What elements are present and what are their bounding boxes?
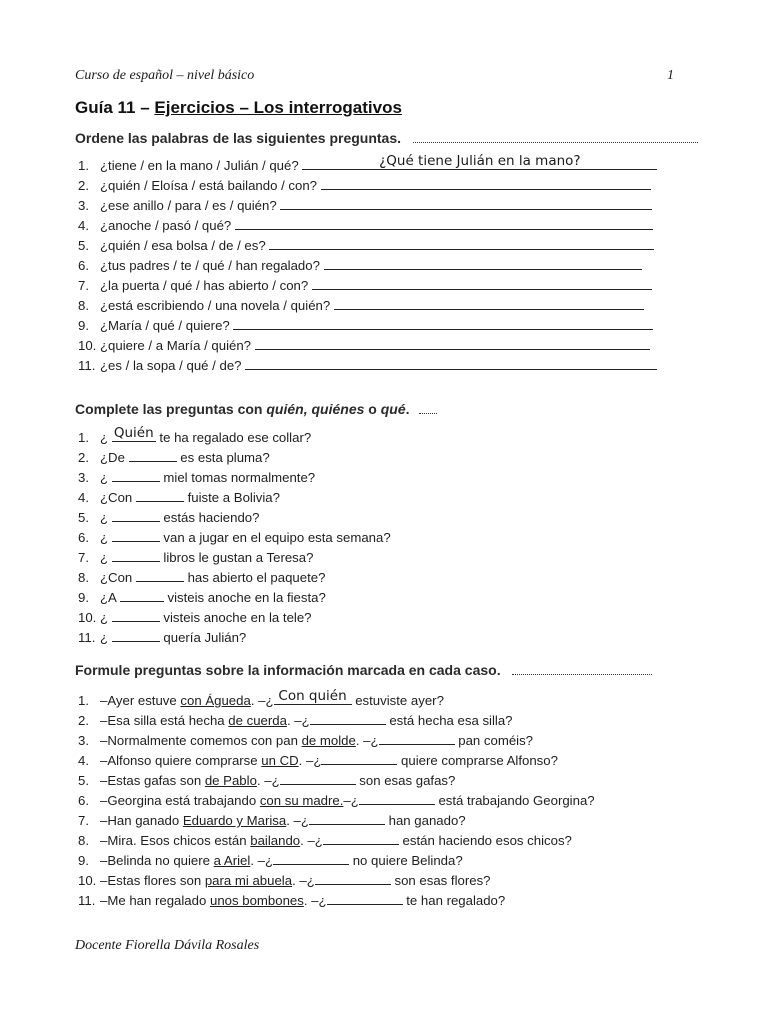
dotted-leader xyxy=(512,664,652,675)
item-mid: . –¿ xyxy=(355,733,379,748)
section1-heading xyxy=(75,130,698,146)
item-post: no quiere Belinda? xyxy=(352,853,463,868)
answer-line[interactable] xyxy=(255,336,650,350)
item-number: 4. xyxy=(78,490,89,505)
list-item xyxy=(78,688,595,711)
list-item xyxy=(78,468,391,488)
item-number: 5. xyxy=(78,238,89,253)
item-mid: –¿ xyxy=(343,793,359,808)
item-number: 7. xyxy=(78,813,89,828)
answer-blank[interactable] xyxy=(310,711,386,725)
marked-info: un CD xyxy=(261,753,299,768)
list-item xyxy=(78,296,657,316)
list-item xyxy=(78,236,657,256)
marked-info: de Pablo xyxy=(204,773,257,788)
page-title xyxy=(75,98,402,118)
list-item xyxy=(78,425,391,448)
list-item xyxy=(78,176,657,196)
list-item xyxy=(78,216,657,236)
list-item xyxy=(78,336,657,356)
item-post: van a jugar en el equipo esta semana? xyxy=(163,530,391,545)
answer-blank[interactable] xyxy=(359,791,435,805)
marked-info: con su madre. xyxy=(259,793,344,808)
item-post: quería Julián? xyxy=(163,630,247,645)
item-number: 2. xyxy=(78,713,89,728)
marked-info: con Águeda xyxy=(180,693,251,708)
item-number: 1. xyxy=(78,693,89,708)
item-post: miel tomas normalmente? xyxy=(163,470,316,485)
answer-blank[interactable] xyxy=(323,831,399,845)
item-number: 10. xyxy=(78,338,97,353)
item-post: está trabajando Georgina? xyxy=(438,793,595,808)
item-number: 3. xyxy=(78,470,89,485)
list-item xyxy=(78,851,595,871)
list-item xyxy=(78,316,657,336)
item-number: 2. xyxy=(78,450,89,465)
item-number: 3. xyxy=(78,733,89,748)
item-pre: –Belinda no quiere xyxy=(100,853,214,868)
item-number: 11. xyxy=(78,358,96,373)
list-item xyxy=(78,811,595,831)
answer-line[interactable] xyxy=(324,256,642,270)
item-pre: ¿ xyxy=(100,630,109,645)
section2-heading-end: . xyxy=(405,401,410,417)
item-mid: . –¿ xyxy=(303,893,327,908)
list-item xyxy=(78,771,595,791)
list-item xyxy=(78,731,595,751)
item-mid: . –¿ xyxy=(250,693,274,708)
answer-line[interactable] xyxy=(269,236,654,250)
answer-blank[interactable] xyxy=(129,448,177,462)
marked-info: para mi abuela xyxy=(204,873,293,888)
item-post: libros le gustan a Teresa? xyxy=(163,550,314,565)
answer-line[interactable] xyxy=(233,316,653,330)
answer-blank[interactable] xyxy=(112,425,156,442)
answer-blank[interactable] xyxy=(273,851,349,865)
item-text: ¿quiere / a María / quién? xyxy=(100,338,252,353)
list-item xyxy=(78,628,391,648)
answer-blank[interactable] xyxy=(112,468,160,482)
item-number: 4. xyxy=(78,218,89,233)
item-number: 9. xyxy=(78,590,89,605)
section3-heading xyxy=(75,662,652,678)
list-item xyxy=(78,196,657,216)
item-post: son esas gafas? xyxy=(359,773,456,788)
item-text: ¿quién / Eloísa / está bailando / con? xyxy=(100,178,318,193)
answer-handwritten: ¿Qué tiene Julián en la mano? xyxy=(379,153,581,169)
item-post: te han regalado? xyxy=(406,893,506,908)
list-item xyxy=(78,588,391,608)
dotted-leader xyxy=(419,403,437,414)
item-number: 5. xyxy=(78,510,89,525)
list-item xyxy=(78,831,595,851)
item-number: 8. xyxy=(78,570,89,585)
item-text: ¿quién / esa bolsa / de / es? xyxy=(100,238,266,253)
item-number: 1. xyxy=(78,430,89,445)
item-text: ¿anoche / pasó / qué? xyxy=(100,218,232,233)
list-item xyxy=(78,871,595,891)
answer-blank[interactable] xyxy=(112,508,160,522)
answer-blank[interactable] xyxy=(112,548,160,562)
title-prefix: Guía 11 – xyxy=(75,98,155,117)
list-item xyxy=(78,488,391,508)
item-mid: . –¿ xyxy=(286,813,309,828)
item-number: 11. xyxy=(78,893,96,908)
item-pre: ¿ xyxy=(100,550,109,565)
answer-blank[interactable] xyxy=(309,811,385,825)
item-mid: . –¿ xyxy=(298,753,322,768)
item-number: 2. xyxy=(78,178,89,193)
answer-blank[interactable] xyxy=(136,568,184,582)
list-item xyxy=(78,791,595,811)
section2-heading-pre: Complete las preguntas con xyxy=(75,401,267,417)
list-item xyxy=(78,508,391,528)
item-post: están haciendo esos chicos? xyxy=(402,833,572,848)
list-item xyxy=(78,256,657,276)
marked-info: bailando xyxy=(250,833,301,848)
item-number: 9. xyxy=(78,318,89,333)
item-text: ¿la puerta / qué / has abierto / con? xyxy=(100,278,309,293)
course-header: Curso de español – nivel básico xyxy=(75,68,255,83)
marked-info: de molde xyxy=(301,733,356,748)
item-pre: ¿ xyxy=(100,430,109,445)
item-number: 8. xyxy=(78,298,89,313)
marked-info: Eduardo y Marisa xyxy=(182,813,287,828)
list-item xyxy=(78,448,391,468)
section2-heading-mid: o xyxy=(364,401,381,417)
section1-heading-text: Ordene las palabras de las siguientes preguntas. xyxy=(75,130,402,146)
item-post: te ha regalado ese collar? xyxy=(159,430,312,445)
item-number: 6. xyxy=(78,530,89,545)
item-number: 10. xyxy=(78,610,97,625)
answer-blank[interactable] xyxy=(379,731,455,745)
answer-line[interactable] xyxy=(280,196,652,210)
item-pre: –Normalmente comemos con pan xyxy=(100,733,302,748)
list-item xyxy=(78,568,391,588)
answer-blank[interactable] xyxy=(274,688,352,705)
item-post: han ganado? xyxy=(388,813,466,828)
answer-line[interactable] xyxy=(312,276,652,290)
item-pre: ¿Con xyxy=(100,490,133,505)
marked-info: de cuerda xyxy=(228,713,287,728)
item-text: ¿María / qué / quiere? xyxy=(100,318,230,333)
item-post: son esas flores? xyxy=(394,873,491,888)
item-pre: –Ayer estuve xyxy=(100,693,181,708)
item-pre: ¿ xyxy=(100,470,109,485)
item-pre: ¿Con xyxy=(100,570,133,585)
item-post: visteis anoche en la tele? xyxy=(163,610,312,625)
item-mid: . –¿ xyxy=(250,853,274,868)
answer-handwritten: Con quién xyxy=(278,688,347,704)
item-post: está hecha esa silla? xyxy=(389,713,513,728)
answer-line[interactable] xyxy=(334,296,644,310)
item-number: 7. xyxy=(78,550,89,565)
section2-list xyxy=(78,425,391,648)
list-item xyxy=(78,548,391,568)
item-pre: ¿De xyxy=(100,450,125,465)
title-underlined: Ejercicios – Los interrogativos xyxy=(154,98,402,117)
item-mid: . –¿ xyxy=(292,873,315,888)
page-number: 1 xyxy=(667,68,674,83)
list-item xyxy=(78,276,657,296)
answer-line[interactable] xyxy=(302,153,657,170)
item-text: ¿ese anillo / para / es / quién? xyxy=(100,198,277,213)
list-item xyxy=(78,891,595,911)
item-pre: –Han ganado xyxy=(100,813,183,828)
item-post: pan coméis? xyxy=(458,733,534,748)
section2-heading-words: quién, quiénes xyxy=(266,401,365,417)
item-pre: –Esa silla está hecha xyxy=(100,713,229,728)
item-pre: ¿ xyxy=(100,510,109,525)
item-pre: –Estas gafas son xyxy=(100,773,205,788)
item-post: estuviste ayer? xyxy=(355,693,444,708)
item-number: 7. xyxy=(78,278,89,293)
section2-heading-last: qué xyxy=(380,401,406,417)
item-mid: . –¿ xyxy=(300,833,323,848)
item-pre: ¿A xyxy=(100,590,117,605)
answer-line[interactable] xyxy=(321,176,651,190)
answer-blank[interactable] xyxy=(112,608,160,622)
answer-line[interactable] xyxy=(245,356,657,370)
answer-blank[interactable] xyxy=(112,528,160,542)
item-pre: ¿ xyxy=(100,530,109,545)
section3-heading-text: Formule preguntas sobre la información marcada en cada caso. xyxy=(75,662,501,678)
item-number: 9. xyxy=(78,853,89,868)
answer-blank[interactable] xyxy=(321,751,397,765)
answer-blank[interactable] xyxy=(280,771,356,785)
answer-blank[interactable] xyxy=(136,488,184,502)
item-text: ¿tiene / en la mano / Julián / qué? xyxy=(100,158,299,173)
item-text: ¿tus padres / te / qué / han regalado? xyxy=(100,258,320,273)
list-item xyxy=(78,153,657,176)
item-number: 6. xyxy=(78,793,89,808)
section1-list xyxy=(78,153,657,376)
marked-info: a Ariel xyxy=(213,853,251,868)
item-number: 4. xyxy=(78,753,89,768)
dotted-leader xyxy=(413,132,698,143)
item-pre: ¿ xyxy=(100,610,109,625)
answer-blank[interactable] xyxy=(315,871,391,885)
item-pre: –Georgina está trabajando xyxy=(100,793,260,808)
item-pre: –Estas flores son xyxy=(100,873,205,888)
item-post: fuiste a Bolivia? xyxy=(187,490,280,505)
item-post: visteis anoche en la fiesta? xyxy=(167,590,326,605)
answer-handwritten: Quién xyxy=(113,425,154,441)
answer-blank[interactable] xyxy=(327,891,403,905)
answer-line[interactable] xyxy=(235,216,653,230)
teacher-footer: Docente Fiorella Dávila Rosales xyxy=(75,938,260,953)
section2-heading xyxy=(75,401,437,417)
item-post: has abierto el paquete? xyxy=(187,570,326,585)
answer-blank[interactable] xyxy=(120,588,164,602)
item-number: 1. xyxy=(78,158,89,173)
item-number: 11. xyxy=(78,630,96,645)
list-item xyxy=(78,528,391,548)
item-pre: –Mira. Esos chicos están xyxy=(100,833,251,848)
item-mid: . –¿ xyxy=(256,773,280,788)
list-item xyxy=(78,751,595,771)
item-pre: –Me han regalado xyxy=(100,893,210,908)
list-item xyxy=(78,711,595,731)
item-post: es esta pluma? xyxy=(180,450,270,465)
item-number: 8. xyxy=(78,833,89,848)
item-post: estás haciendo? xyxy=(163,510,260,525)
item-number: 5. xyxy=(78,773,89,788)
marked-info: unos bombones xyxy=(209,893,304,908)
item-number: 10. xyxy=(78,873,97,888)
item-text: ¿es / la sopa / qué / de? xyxy=(100,358,242,373)
answer-blank[interactable] xyxy=(112,628,160,642)
item-post: quiere comprarse Alfonso? xyxy=(401,753,558,768)
item-number: 6. xyxy=(78,258,89,273)
section3-list xyxy=(78,688,595,911)
item-mid: . –¿ xyxy=(286,713,310,728)
item-pre: –Alfonso quiere comprarse xyxy=(100,753,262,768)
list-item xyxy=(78,356,657,376)
list-item xyxy=(78,608,391,628)
item-text: ¿está escribiendo / una novela / quién? xyxy=(100,298,331,313)
item-number: 3. xyxy=(78,198,89,213)
